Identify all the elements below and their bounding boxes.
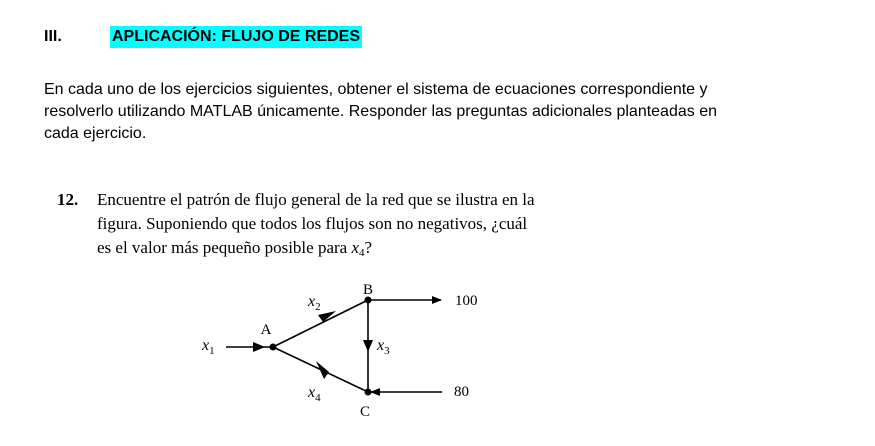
- problem-12: [57, 188, 677, 265]
- edge-label-x4: $x_4$: [308, 384, 321, 404]
- edge-label-x2: $x_2$: [308, 293, 321, 313]
- variable-x4: x: [351, 238, 359, 257]
- instructions-paragraph: [44, 79, 824, 145]
- node-c: [365, 389, 372, 396]
- problem-number: 12.: [57, 190, 79, 209]
- arrowhead-x1: [253, 342, 265, 352]
- flow-label-80: 80: [454, 384, 469, 400]
- node-a: [270, 344, 277, 351]
- problem-line-3: es el valor más pequeño posible para $x_4$?: [97, 238, 373, 259]
- arrowhead-x3: [363, 340, 373, 352]
- problem-line: figura. Suponiendo que todos los flujos son no negativos, ¿cuál: [97, 214, 528, 233]
- section-title: APLICACIÓN: FLUJO DE REDES: [110, 26, 362, 48]
- flow-label-100: 100: [455, 293, 478, 309]
- instructions-line: En cada uno de los ejercicios siguientes, obtener el sistema de ecuaciones correspondiente y: [44, 81, 708, 98]
- arrowhead-x4: [316, 361, 329, 379]
- problem-line: Encuentre el patrón de flujo general de la red que se ilustra en la: [97, 190, 535, 209]
- node-label-a: A: [260, 322, 272, 338]
- edge-label-x3: $x_3$: [377, 337, 390, 357]
- section-heading: [44, 24, 362, 50]
- section-number: III.: [44, 28, 62, 45]
- edge-label-x1: $x_1$: [202, 337, 215, 357]
- node-label-c: C: [359, 404, 371, 420]
- instructions-line: cada ejercicio.: [44, 125, 147, 142]
- instructions-line: resolverlo utilizando MATLAB únicamente. Responder las preguntas adicionales planteadas en: [44, 103, 717, 120]
- network-flow-diagram: [190, 275, 510, 435]
- node-label-b: B: [362, 282, 374, 298]
